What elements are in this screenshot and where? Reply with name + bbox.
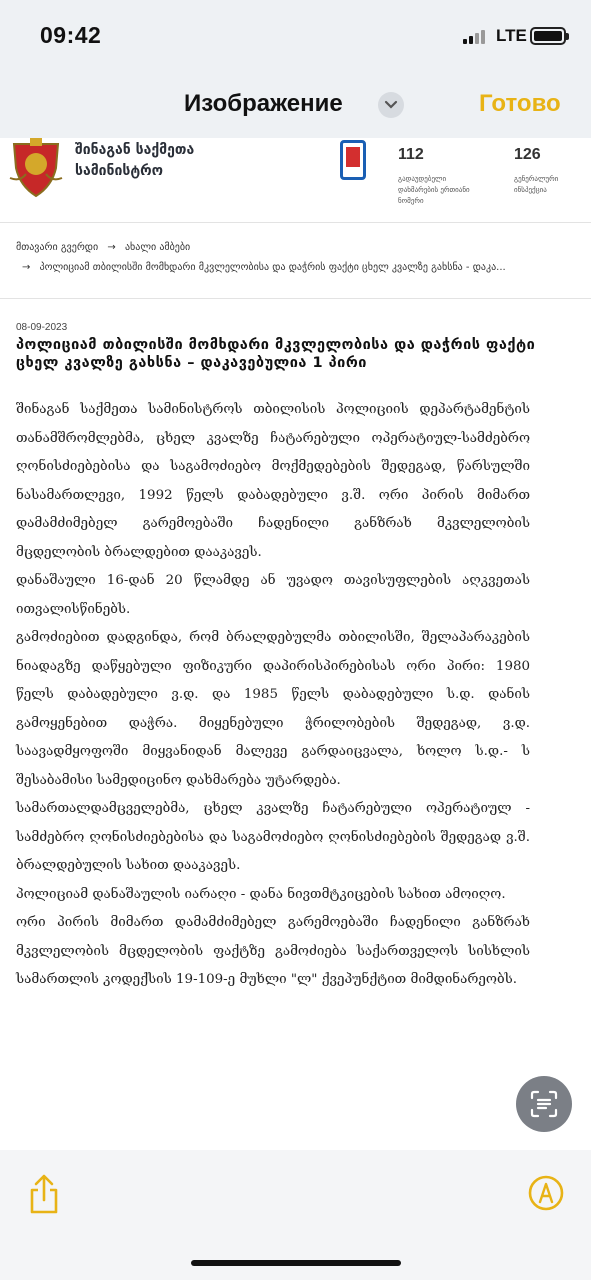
live-text-icon <box>529 1089 559 1119</box>
markup-button[interactable] <box>527 1174 565 1212</box>
article-paragraph: ორი პირის მიმართ დამამძიმებელ გარემოებაში ჩადენილი განზრახ მკვლელობის მცდელობის ფაქტზე გამოძიება საქართველოს სისხლის სამართლის კოდექსის 19-109-ე მუხლი "ლ" ქვეპუნქტით მიმდინარეობს. <box>16 915 530 987</box>
hotline-112 <box>398 146 478 207</box>
status-bar <box>0 0 591 70</box>
arrow-right-icon: → <box>22 262 31 273</box>
hotline-126 <box>514 146 574 196</box>
home-indicator <box>191 1260 401 1266</box>
signal-icon <box>463 30 485 44</box>
chevron-down-icon[interactable] <box>378 92 404 118</box>
live-text-button[interactable] <box>516 1076 572 1132</box>
breadcrumb-news[interactable]: ახალი ამბები <box>124 242 191 253</box>
article-paragraph: პოლიციამ დანაშაულის იარაღი - დანა ნივთმტკიცების სახით ამოიღო. <box>16 886 506 902</box>
phone-icon <box>340 140 366 180</box>
hotline-112-number: 112 <box>398 146 424 163</box>
article-paragraph: გამოძიებით დადგინდა, რომ ბრალდებულმა თბილისში, შელაპარაკების ნიადაგზე დაწყებული ფიზიკური დაპირისპირებისას ორი პირი: 1980 წელს დაბადებული ვ.დ. და 1985 წელს დაბადებული ს.დ. დანის გამოყენებით დაჭრა. მიყენებული ჭრილობების შედეგად, ვ.დ. საავადმყოფოში მიყვანიდან მალევე გარდაიცვალა, ხოლო ს.დ.- ს შესაბამისი სამედიცინო დახმარება უტარდება. <box>16 630 530 788</box>
hotline-126-label: გენერალური ინსპექცია <box>514 175 559 194</box>
article-paragraph: დანაშაული 16-დან 20 წლამდე ან უვადო თავისუფლების აღკვეთას ითვალისწინებს. <box>16 573 530 617</box>
ministry-emblem-icon <box>6 138 66 200</box>
bottom-toolbar <box>0 1150 591 1280</box>
breadcrumb <box>16 238 576 278</box>
battery-icon <box>530 27 566 45</box>
article-title: პოლიციამ თბილისში მომხდარი მკვლელობისა და დაჭრის ფაქტი ცხელ კვალზე გახსნა – დაკავებულია 1 პირი <box>16 337 536 371</box>
network-label: LTE <box>496 26 527 45</box>
breadcrumb-home[interactable]: მთავარი გვერდი <box>16 242 99 253</box>
breadcrumb-current: პოლიციამ თბილისში მომხდარი მკვლელობისა და დაჭრის ფაქტი ცხელ კვალზე გახსნა - დაკა... <box>39 262 506 273</box>
article-paragraph: შინაგან საქმეთა სამინისტროს თბილისის პოლიციის დეპარტამენტის თანამშრომლებმა, ცხელ კვალზე ჩატარებული ოპერატიულ-სამძებრო ღონისძიებებისა და საგამოძიებო მოქმედებების შედეგად, წარსულში ნასამართლევი, 1992 წელს დაბადებული ვ.შ. ორი პირის მიმართ დამამძიმებელ გარემოებაში ჩადენილი განზრახ მკვლელობის მცდელობის ბრალდებით დააკავეს. <box>16 402 530 560</box>
nav-title: Изображение <box>184 90 343 117</box>
done-button[interactable]: Готово <box>479 90 561 117</box>
markup-pen-icon <box>527 1174 565 1212</box>
nav-bar <box>0 78 591 134</box>
ministry-name: შინაგან საქმეთა სამინისტრო <box>75 142 195 179</box>
arrow-right-icon: → <box>107 242 116 253</box>
hotline-126-number: 126 <box>514 146 541 163</box>
site-header <box>0 138 591 222</box>
article-paragraph: სამართალდამცველებმა, ცხელ კვალზე ჩატარებული ოპერატიულ - სამძებრო ღონისძიებებისა და საგამოძიებო ღონისძიებების შედეგად ვ.შ. ბრალდებულის სახით დააკავეს. <box>16 801 530 873</box>
article-date: 08-09-2023 <box>16 322 68 333</box>
article-body <box>16 396 530 995</box>
divider <box>0 222 591 223</box>
share-icon <box>26 1172 62 1216</box>
hotline-112-label: გადაუდებელი დახმარების ერთიანი ნომერი <box>398 175 470 205</box>
divider <box>0 298 591 299</box>
document-image <box>0 138 591 1150</box>
status-time: 09:42 <box>40 22 102 48</box>
share-button[interactable] <box>26 1172 62 1216</box>
